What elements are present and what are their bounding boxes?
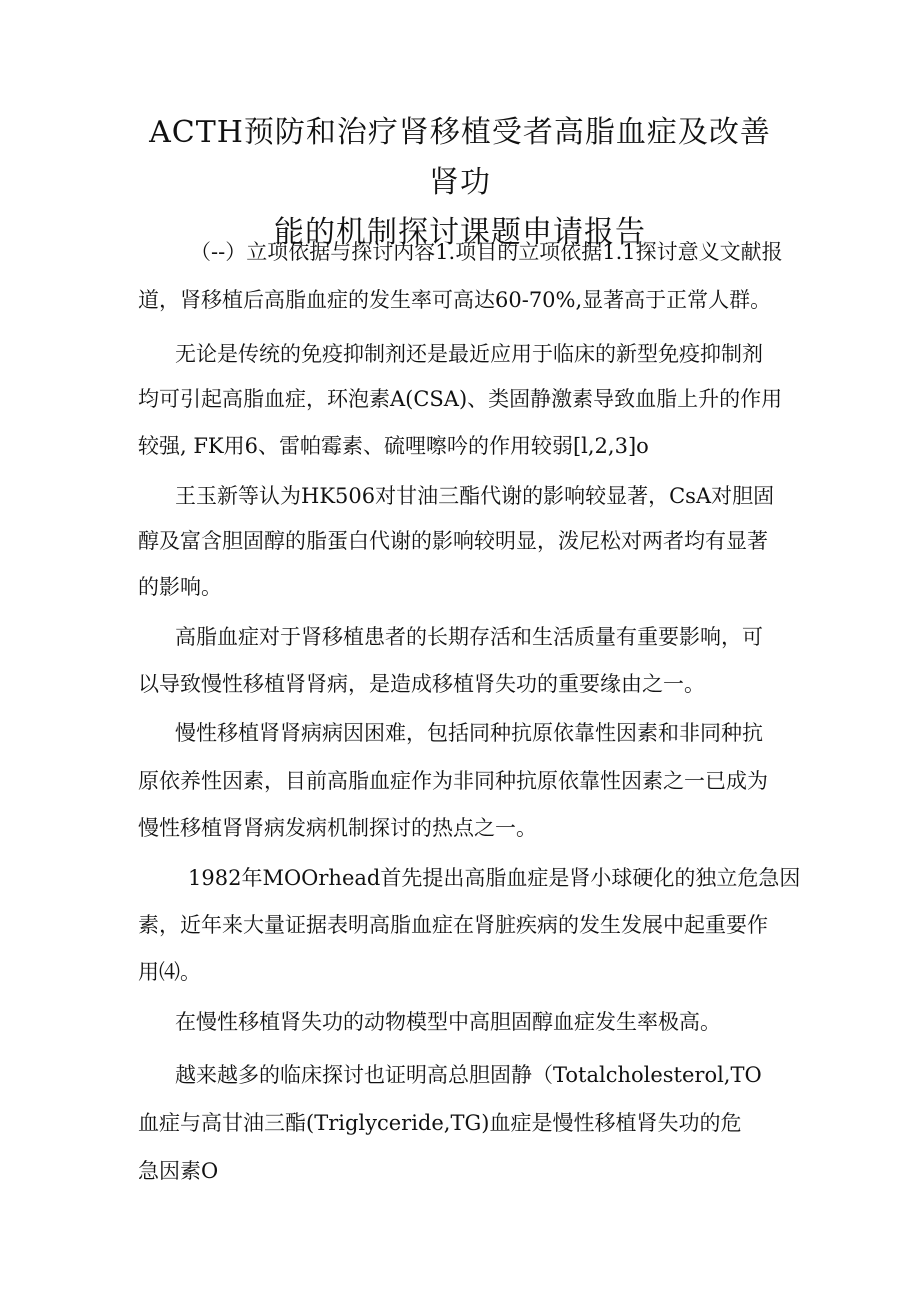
body-line: 均可引起高脂血症，环泡素A(CSA)、类固静激素导致血脂上升的作用 xyxy=(138,387,783,411)
body-line: 慢性移植肾肾病病因困难，包括同种抗原依靠性因素和非同种抗 xyxy=(175,721,763,745)
body-line: （--）立项依据与探讨内容1.项目的立项依据1.1探讨意义文献报 xyxy=(190,240,783,264)
body-line: 王玉新等认为HK506对甘油三酯代谢的影响较显著，CsA对胆固 xyxy=(175,484,775,508)
body-line: 醇及富含胆固醇的脂蛋白代谢的影响较明显，泼尼松对两者均有显著 xyxy=(138,529,768,553)
body-line: 血症与高甘油三酯(Triglyceride,TG)血症是慢性移植肾失功的危 xyxy=(138,1111,742,1135)
body-line: 慢性移植肾肾病发病机制探讨的热点之一。 xyxy=(138,816,537,840)
body-line: 原依养性因素，目前高脂血症作为非同种抗原依靠性因素之一已成为 xyxy=(138,769,768,793)
body-line: 用⑷。 xyxy=(138,960,201,984)
document-title xyxy=(140,108,780,258)
body-line: 素，近年来大量证据表明高脂血症在肾脏疾病的发生发展中起重要作 xyxy=(138,913,768,937)
body-line: 越来越多的临床探讨也证明高总胆固静（Totalcholesterol,TO xyxy=(175,1063,762,1087)
body-line: 的影响。 xyxy=(138,575,222,599)
body-line: 较强, FK用6、雷帕霉素、硫哩嚓吟的作用较弱[l,2,3]o xyxy=(138,434,649,458)
title-line-2: 能的机制探讨课题申请报告 xyxy=(274,215,646,250)
body-line: 无论是传统的免疫抑制剂还是最近应用于临床的新型免疫抑制剂 xyxy=(175,342,763,366)
body-line: 1982年MOOrhead首先提出高脂血症是肾小球硬化的独立危急因 xyxy=(188,866,801,890)
body-line: 在慢性移植肾失功的动物模型中高胆固醇血症发生率极高。 xyxy=(175,1010,721,1034)
title-line-1: ACTH预防和治疗肾移植受者高脂血症及改善肾功 xyxy=(149,115,771,200)
body-line: 高脂血症对于肾移植患者的长期存活和生活质量有重要影响，可 xyxy=(175,625,763,649)
body-line: 以导致慢性移植肾肾病，是造成移植肾失功的重要缘由之一。 xyxy=(138,672,705,696)
body-line: 急因素O xyxy=(138,1159,219,1183)
body-line: 道，肾移植后高脂血症的发生率可高达60-70%,显著高于正常人群。 xyxy=(138,288,772,312)
